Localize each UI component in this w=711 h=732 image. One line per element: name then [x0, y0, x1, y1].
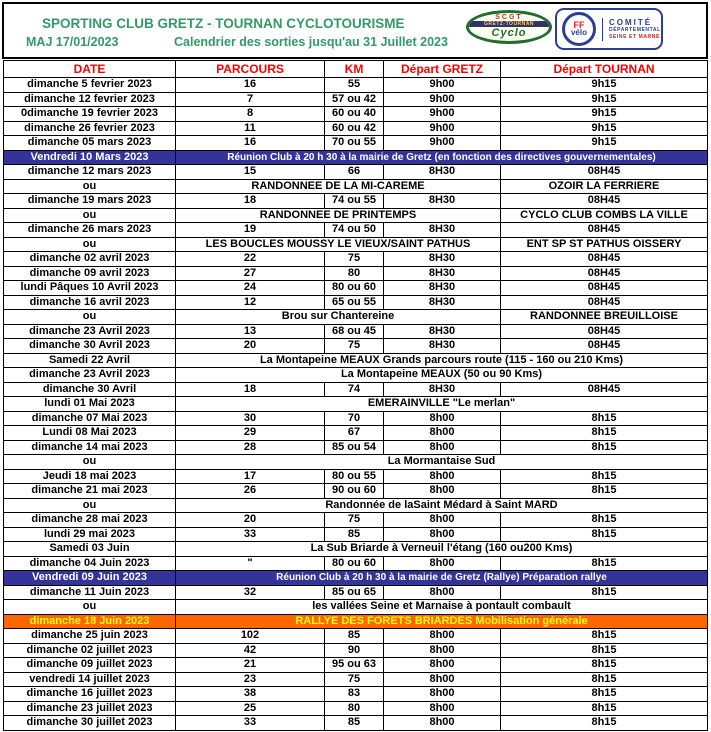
date-cell: dimanche 12 fevrier 2023 [4, 92, 176, 107]
km-cell: 90 ou 60 [325, 484, 384, 499]
date-cell: dimanche 28 mai 2023 [4, 513, 176, 528]
depart-tournan-cell: 8h15 [501, 484, 708, 499]
depart-gretz-cell: 8h00 [384, 643, 501, 658]
km-cell: 65 ou 55 [325, 295, 384, 310]
date-cell: dimanche 23 Avril 2023 [4, 368, 176, 383]
date-cell: dimanche 30 juillet 2023 [4, 716, 176, 731]
depart-tournan-cell: 8h15 [501, 585, 708, 600]
parcours-cell: 11 [176, 121, 325, 136]
table-row [4, 498, 708, 513]
table-row [4, 208, 708, 223]
parcours-cell: 102 [176, 629, 325, 644]
date-cell: dimanche 02 juillet 2023 [4, 643, 176, 658]
depart-gretz-cell: 8H30 [384, 324, 501, 339]
depart-tournan-cell: 8h15 [501, 658, 708, 673]
depart-gretz-cell: 8h00 [384, 672, 501, 687]
date-cell: dimanche 5 fevrier 2023 [4, 78, 176, 93]
km-cell: 85 [325, 527, 384, 542]
parcours-cell: 22 [176, 252, 325, 267]
parcours-cell: 13 [176, 324, 325, 339]
table-row [4, 237, 708, 252]
date-cell: Vendredi 10 Mars 2023 [4, 150, 176, 165]
event-tournan-cell: ENT SP ST PATHUS OISSERY [501, 237, 708, 252]
depart-gretz-cell: 8h00 [384, 556, 501, 571]
table-row [4, 527, 708, 542]
table-row [4, 382, 708, 397]
parcours-cell: 21 [176, 658, 325, 673]
ffvelo-circle-icon [562, 12, 596, 46]
parcours-cell: 17 [176, 469, 325, 484]
km-cell: 70 [325, 411, 384, 426]
parcours-cell: 19 [176, 223, 325, 238]
depart-gretz-cell: 9h00 [384, 107, 501, 122]
parcours-cell: 33 [176, 527, 325, 542]
km-cell: 85 ou 65 [325, 585, 384, 600]
parcours-cell: 18 [176, 194, 325, 209]
event-tournan-cell: OZOIR LA FERRIERE [501, 179, 708, 194]
table-row [4, 121, 708, 136]
km-cell: 67 [325, 426, 384, 441]
depart-tournan-cell: 8h15 [501, 556, 708, 571]
depart-gretz-cell: 8h00 [384, 687, 501, 702]
depart-tournan-cell: 08H45 [501, 194, 708, 209]
depart-tournan-cell: 8h15 [501, 629, 708, 644]
depart-gretz-cell: 8h00 [384, 440, 501, 455]
depart-tournan-cell: 8h15 [501, 643, 708, 658]
depart-tournan-cell: 9h15 [501, 92, 708, 107]
depart-tournan-cell: 08H45 [501, 266, 708, 281]
date-cell: dimanche 30 Avril [4, 382, 176, 397]
ffvelo-comite-logo-icon [555, 8, 663, 50]
depart-gretz-cell: 8h00 [384, 701, 501, 716]
date-cell: Samedi 03 Juin [4, 542, 176, 557]
date-cell: vendredi 14 juillet 2023 [4, 672, 176, 687]
table-row [4, 643, 708, 658]
km-cell: 74 ou 55 [325, 194, 384, 209]
date-cell: ou [4, 498, 176, 513]
km-cell: 85 [325, 629, 384, 644]
parcours-cell: 28 [176, 440, 325, 455]
depart-gretz-cell: 9h00 [384, 121, 501, 136]
date-cell: dimanche 26 fevrier 2023 [4, 121, 176, 136]
event-cell: LES BOUCLES MOUSSY LE VIEUX/SAINT PATHUS [176, 237, 501, 252]
parcours-cell: 8 [176, 107, 325, 122]
table-row [4, 310, 708, 325]
depart-tournan-cell: 08H45 [501, 295, 708, 310]
col-header-km: KM [325, 61, 384, 78]
date-cell: lundi Pâques 10 Avril 2023 [4, 281, 176, 296]
table-row [4, 600, 708, 615]
depart-gretz-cell: 8h00 [384, 716, 501, 731]
depart-gretz-cell: 8h00 [384, 484, 501, 499]
km-cell: 85 ou 54 [325, 440, 384, 455]
scgt-logo-acronym: SCGT [495, 14, 523, 21]
date-cell: dimanche 19 mars 2023 [4, 194, 176, 209]
parcours-cell: 20 [176, 339, 325, 354]
km-cell: 68 ou 45 [325, 324, 384, 339]
table-row [4, 165, 708, 180]
date-cell: 0dimanche 19 fevrier 2023 [4, 107, 176, 122]
depart-gretz-cell: 8H30 [384, 194, 501, 209]
depart-tournan-cell: 9h15 [501, 107, 708, 122]
calendar-subtitle: Calendrier des sorties jusqu'au 31 Juillet 2023 [174, 35, 448, 49]
table-header-row [4, 61, 708, 78]
ffvelo-velo-text: vélo [570, 28, 587, 37]
scgt-logo-cyclo-text: Cyclo [491, 27, 527, 39]
km-cell: 57 ou 42 [325, 92, 384, 107]
date-cell: dimanche 26 mars 2023 [4, 223, 176, 238]
km-cell: 83 [325, 687, 384, 702]
table-row [4, 701, 708, 716]
table-row [4, 716, 708, 731]
parcours-cell: 27 [176, 266, 325, 281]
date-cell: dimanche 23 Avril 2023 [4, 324, 176, 339]
km-cell: 80 ou 60 [325, 281, 384, 296]
table-row [4, 150, 708, 165]
date-cell: ou [4, 310, 176, 325]
table-row [4, 614, 708, 629]
depart-gretz-cell: 9h00 [384, 92, 501, 107]
depart-gretz-cell: 8H30 [384, 281, 501, 296]
parcours-cell: 7 [176, 92, 325, 107]
table-row [4, 223, 708, 238]
table-row [4, 281, 708, 296]
parcours-cell: 20 [176, 513, 325, 528]
date-cell: dimanche 23 juillet 2023 [4, 701, 176, 716]
table-row [4, 78, 708, 93]
event-cell: les vallées Seine et Marnaise à pontault combault [176, 600, 708, 615]
table-row [4, 556, 708, 571]
parcours-cell: 16 [176, 78, 325, 93]
calendar-table [3, 60, 708, 731]
date-cell: dimanche 04 Juin 2023 [4, 556, 176, 571]
date-cell: Jeudi 18 mai 2023 [4, 469, 176, 484]
depart-tournan-cell: 9h15 [501, 121, 708, 136]
date-cell: lundi 01 Mai 2023 [4, 397, 176, 412]
event-cell: RALLYE DES FORETS BRIARDES Mobilisation générale [176, 614, 708, 629]
date-cell: dimanche 09 avril 2023 [4, 266, 176, 281]
km-cell: 66 [325, 165, 384, 180]
table-row [4, 455, 708, 470]
depart-tournan-cell: 8h15 [501, 687, 708, 702]
parcours-cell: 15 [176, 165, 325, 180]
table-row [4, 571, 708, 586]
depart-gretz-cell: 8h00 [384, 513, 501, 528]
km-cell: 60 ou 40 [325, 107, 384, 122]
km-cell: 90 [325, 643, 384, 658]
parcours-cell: 12 [176, 295, 325, 310]
date-cell: dimanche 14 mai 2023 [4, 440, 176, 455]
table-row [4, 426, 708, 441]
depart-gretz-cell: 8H30 [384, 252, 501, 267]
parcours-cell: 24 [176, 281, 325, 296]
km-cell: 95 ou 63 [325, 658, 384, 673]
event-cell: Brou sur Chantereine [176, 310, 501, 325]
date-cell: ou [4, 179, 176, 194]
depart-gretz-cell: 8h00 [384, 585, 501, 600]
depart-gretz-cell: 8h00 [384, 658, 501, 673]
date-cell: ou [4, 600, 176, 615]
event-cell: Randonnée de laSaint Médard à Saint MARD [176, 498, 708, 513]
table-row [4, 252, 708, 267]
table-row [4, 397, 708, 412]
km-cell: 55 [325, 78, 384, 93]
depart-tournan-cell: 8h15 [501, 701, 708, 716]
table-row [4, 107, 708, 122]
depart-tournan-cell: 9h15 [501, 136, 708, 151]
date-cell: dimanche 09 juillet 2023 [4, 658, 176, 673]
table-row [4, 339, 708, 354]
table-row [4, 629, 708, 644]
col-header-depart-gretz: Départ GRETZ [384, 61, 501, 78]
col-header-depart-tournan: Départ TOURNAN [501, 61, 708, 78]
depart-tournan-cell: 8h15 [501, 411, 708, 426]
km-cell: 74 [325, 382, 384, 397]
depart-tournan-cell: 8h15 [501, 527, 708, 542]
depart-gretz-cell: 8h00 [384, 629, 501, 644]
depart-tournan-cell: 08H45 [501, 324, 708, 339]
table-row [4, 368, 708, 383]
depart-tournan-cell: 8h15 [501, 672, 708, 687]
event-cell: EMERAINVILLE "Le merlan" [176, 397, 708, 412]
km-cell: 85 [325, 716, 384, 731]
km-cell: 60 ou 42 [325, 121, 384, 136]
date-cell: ou [4, 208, 176, 223]
table-row [4, 542, 708, 557]
km-cell: 75 [325, 339, 384, 354]
depart-gretz-cell: 9h00 [384, 136, 501, 151]
km-cell: 74 ou 50 [325, 223, 384, 238]
date-cell: lundi 29 mai 2023 [4, 527, 176, 542]
parcours-cell: 25 [176, 701, 325, 716]
date-cell: dimanche 30 Avril 2023 [4, 339, 176, 354]
date-cell: dimanche 07 Mai 2023 [4, 411, 176, 426]
date-cell: dimanche 16 juillet 2023 [4, 687, 176, 702]
table-row [4, 687, 708, 702]
depart-tournan-cell: 08H45 [501, 281, 708, 296]
depart-tournan-cell: 08H45 [501, 382, 708, 397]
depart-gretz-cell: 8H30 [384, 295, 501, 310]
date-cell: dimanche 18 Juin 2023 [4, 614, 176, 629]
depart-gretz-cell: 8H30 [384, 266, 501, 281]
depart-tournan-cell: 8h15 [501, 716, 708, 731]
event-cell: RANDONNEE DE PRINTEMPS [176, 208, 501, 223]
table-row [4, 324, 708, 339]
table-row [4, 179, 708, 194]
table-row [4, 513, 708, 528]
table-row [4, 484, 708, 499]
event-tournan-cell: RANDONNEE BREUILLOISE [501, 310, 708, 325]
table-row [4, 194, 708, 209]
depart-tournan-cell: 08H45 [501, 339, 708, 354]
depart-tournan-cell: 08H45 [501, 223, 708, 238]
depart-gretz-cell: 8h00 [384, 469, 501, 484]
parcours-cell: " [176, 556, 325, 571]
event-cell: RANDONNEE DE LA MI-CAREME [176, 179, 501, 194]
depart-gretz-cell: 8h00 [384, 527, 501, 542]
parcours-cell: 33 [176, 716, 325, 731]
depart-gretz-cell: 8h00 [384, 426, 501, 441]
date-cell: dimanche 16 avril 2023 [4, 295, 176, 310]
comite-departemental-label: COMITÉ DÉPARTEMENTAL SEINE ET MARNE [602, 18, 661, 41]
depart-tournan-cell: 08H45 [501, 165, 708, 180]
scgt-club-logo-icon [466, 10, 552, 44]
date-cell: ou [4, 237, 176, 252]
date-cell: Lundi 08 Mai 2023 [4, 426, 176, 441]
date-cell: dimanche 02 avril 2023 [4, 252, 176, 267]
date-cell: dimanche 12 mars 2023 [4, 165, 176, 180]
col-header-date: DATE [4, 61, 176, 78]
depart-tournan-cell: 8h15 [501, 426, 708, 441]
depart-gretz-cell: 8H30 [384, 165, 501, 180]
date-cell: dimanche 21 mai 2023 [4, 484, 176, 499]
parcours-cell: 42 [176, 643, 325, 658]
table-row [4, 469, 708, 484]
depart-tournan-cell: 8h15 [501, 513, 708, 528]
km-cell: 70 ou 55 [325, 136, 384, 151]
km-cell: 80 ou 60 [325, 556, 384, 571]
table-row [4, 411, 708, 426]
table-row [4, 92, 708, 107]
km-cell: 75 [325, 513, 384, 528]
maj-date: MAJ 17/01/2023 [26, 35, 119, 49]
table-row [4, 585, 708, 600]
table-row [4, 440, 708, 455]
parcours-cell: 29 [176, 426, 325, 441]
event-cell: Réunion Club à 20 h 30 à la mairie de Gretz (Rallye) Préparation rallye [176, 571, 708, 586]
depart-gretz-cell: 8H30 [384, 382, 501, 397]
event-cell: La Montapeine MEAUX (50 ou 90 Kms) [176, 368, 708, 383]
date-cell: dimanche 25 juin 2023 [4, 629, 176, 644]
event-cell: La Mormantaise Sud [176, 455, 708, 470]
scgt-logo-band: GRETZ-TOURNAN [469, 21, 549, 27]
date-cell: dimanche 11 Juin 2023 [4, 585, 176, 600]
date-cell: Samedi 22 Avril [4, 353, 176, 368]
depart-tournan-cell: 8h15 [501, 469, 708, 484]
title-box [2, 2, 708, 59]
km-cell: 80 [325, 266, 384, 281]
col-header-parcours: PARCOURS [176, 61, 325, 78]
event-cell: Réunion Club à 20 h 30 à la mairie de Gretz (en fonction des directives gouvernementales) [176, 150, 708, 165]
parcours-cell: 32 [176, 585, 325, 600]
table-row [4, 136, 708, 151]
parcours-cell: 16 [176, 136, 325, 151]
parcours-cell: 18 [176, 382, 325, 397]
page-title: SPORTING CLUB GRETZ - TOURNAN CYCLOTOURISME [42, 16, 405, 31]
event-cell: La Montapeine MEAUX Grands parcours route (115 - 160 ou 210 Kms) [176, 353, 708, 368]
depart-gretz-cell: 8h00 [384, 411, 501, 426]
ffvelo-ff-text: FF [573, 20, 585, 30]
km-cell: 75 [325, 252, 384, 267]
table-row [4, 672, 708, 687]
parcours-cell: 38 [176, 687, 325, 702]
depart-gretz-cell: 9h00 [384, 78, 501, 93]
table-row [4, 658, 708, 673]
km-cell: 75 [325, 672, 384, 687]
parcours-cell: 30 [176, 411, 325, 426]
depart-gretz-cell: 8H30 [384, 339, 501, 354]
depart-tournan-cell: 8h15 [501, 440, 708, 455]
date-cell: ou [4, 455, 176, 470]
table-row [4, 295, 708, 310]
table-row [4, 353, 708, 368]
event-cell: La Sub Briarde à Verneuil l'étang (160 ou200 Kms) [176, 542, 708, 557]
parcours-cell: 26 [176, 484, 325, 499]
date-cell: Vendredi 09 Juin 2023 [4, 571, 176, 586]
depart-tournan-cell: 08H45 [501, 252, 708, 267]
event-tournan-cell: CYCLO CLUB COMBS LA VILLE [501, 208, 708, 223]
table-row [4, 266, 708, 281]
depart-tournan-cell: 9h15 [501, 78, 708, 93]
calendar-table-body [4, 78, 708, 731]
km-cell: 80 [325, 701, 384, 716]
depart-gretz-cell: 8H30 [384, 223, 501, 238]
km-cell: 80 ou 55 [325, 469, 384, 484]
parcours-cell: 23 [176, 672, 325, 687]
date-cell: dimanche 05 mars 2023 [4, 136, 176, 151]
